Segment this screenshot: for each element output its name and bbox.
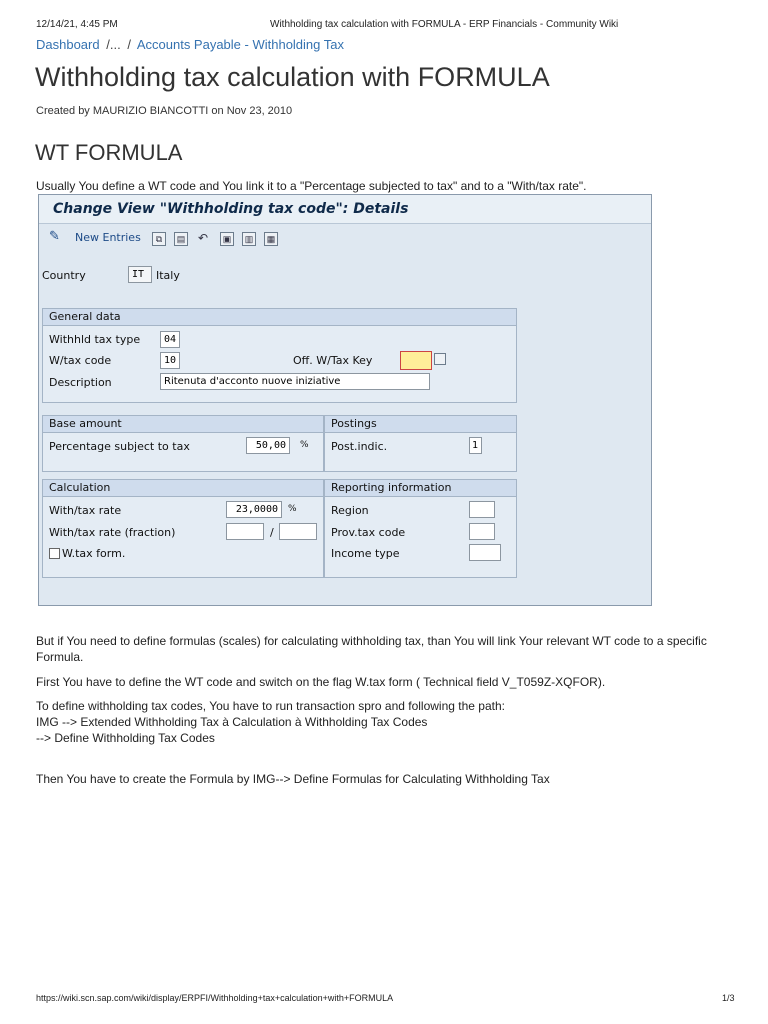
wtax-fraction-label: With/tax rate (fraction)	[49, 526, 176, 539]
print-header-title: Withholding tax calculation with FORMULA - ERP Financials - Community Wiki	[270, 19, 619, 30]
wtax-rate-unit: %	[288, 504, 297, 514]
wtax-fraction-numerator-field[interactable]	[226, 523, 264, 540]
prov-tax-code-field[interactable]	[469, 523, 495, 540]
wtax-rate-field[interactable]: 23,0000	[226, 501, 282, 518]
paragraph-create-formula: Then You have to create the Formula by IMG--> Define Formulas for Calculating Withholding Tax	[36, 772, 550, 786]
wtax-form-checkbox[interactable]	[49, 548, 60, 559]
delete-icon[interactable]: ▤	[174, 232, 188, 246]
next-entry-icon[interactable]: ▦	[264, 232, 278, 246]
wtax-code-field[interactable]: 10	[160, 352, 180, 369]
general-data-group	[42, 308, 517, 403]
wtax-code-label: W/tax code	[49, 354, 112, 367]
previous-entry-icon[interactable]: ▥	[242, 232, 256, 246]
calculation-header: Calculation	[43, 480, 323, 497]
first-entry-icon[interactable]: ▣	[220, 232, 234, 246]
footer-url: https://wiki.scn.sap.com/wiki/display/ERPFI/Withholding+tax+calculation+with+FORMULA	[36, 993, 394, 1003]
postings-header: Postings	[325, 416, 516, 433]
calculation-group	[42, 479, 324, 578]
new-entries-button[interactable]: New Entries	[75, 231, 141, 244]
pct-subject-field[interactable]: 50,00	[246, 437, 290, 454]
post-indic-label: Post.indic.	[331, 440, 388, 453]
post-indic-field[interactable]: 1	[469, 437, 482, 454]
pct-unit: %	[300, 440, 309, 450]
page-title: Withholding tax calculation with FORMULA	[35, 62, 550, 92]
wht-type-field[interactable]: 04	[160, 331, 180, 348]
prov-tax-code-label: Prov.tax code	[331, 526, 406, 539]
breadcrumb-dashboard-link[interactable]: Dashboard	[36, 37, 100, 52]
off-wtax-key-field[interactable]	[400, 351, 432, 370]
description-field[interactable]: Ritenuta d'acconto nuove iniziative	[160, 373, 430, 390]
income-type-field[interactable]	[469, 544, 501, 561]
possible-entries-icon[interactable]	[434, 353, 446, 365]
income-type-label: Income type	[331, 547, 400, 560]
breadcrumb-accounts-payable-link[interactable]: Accounts Payable - Withholding Tax	[136, 37, 344, 52]
print-header-datetime: 12/14/21, 4:45 PM	[36, 19, 118, 30]
copy-icon[interactable]: ⧉	[152, 232, 166, 246]
wtax-fraction-denominator-field[interactable]	[279, 523, 317, 540]
wtax-rate-label: With/tax rate	[49, 504, 122, 517]
postings-group	[324, 415, 517, 472]
wtax-fraction-separator: /	[270, 526, 274, 539]
sap-toolbar	[39, 225, 651, 253]
base-amount-header: Base amount	[43, 416, 323, 433]
footer-page-number: 1/3	[722, 993, 735, 1003]
paragraph-transaction-spro: To define withholding tax codes, You have to run transaction spro and following the path:	[36, 699, 505, 713]
general-data-header: General data	[43, 309, 516, 326]
region-field[interactable]	[469, 501, 495, 518]
wtax-form-label: W.tax form.	[62, 547, 126, 560]
pct-subject-label: Percentage subject to tax	[49, 440, 190, 453]
undo-icon[interactable]: ↶	[197, 231, 209, 245]
description-label: Description	[49, 376, 112, 389]
breadcrumb	[36, 37, 347, 52]
paragraph-img-path: IMG --> Extended Withholding Tax à Calculation à Withholding Tax Codes	[36, 715, 428, 729]
breadcrumb-separator: /	[127, 37, 131, 52]
intro-paragraph: Usually You define a WT code and You link it to a "Percentage subjected to tax" and to a "With/tax rate".	[36, 179, 587, 193]
created-by: Created by MAURIZIO BIANCOTTI on Nov 23, 2010	[36, 105, 293, 117]
base-amount-group	[42, 415, 324, 472]
reporting-info-group	[324, 479, 517, 578]
off-wtax-key-label: Off. W/Tax Key	[293, 354, 373, 367]
paragraph-define-wt-code: First You have to define the WT code and switch on the flag W.tax form ( Technical field V_T059Z-XQFOR).	[36, 675, 606, 689]
sap-window-title: Change View "Withholding tax code": Details	[39, 195, 651, 224]
paragraph-define-codes: --> Define Withholding Tax Codes	[36, 731, 215, 745]
breadcrumb-ellipsis[interactable]: /...	[106, 37, 121, 52]
country-name: Italy	[156, 269, 180, 282]
region-label: Region	[331, 504, 369, 517]
sap-screenshot	[38, 194, 652, 606]
country-code-field[interactable]: IT	[128, 266, 152, 283]
paragraph-formulas: But if You need to define formulas (scales) for calculating withholding tax, than You will link Your relevant WT code to a specific Formula.	[36, 634, 707, 664]
country-label: Country	[42, 269, 86, 282]
section-heading: WT FORMULA	[35, 140, 183, 165]
wht-type-label: Withhld tax type	[49, 333, 141, 346]
glasses-icon[interactable]: ✎	[49, 229, 60, 244]
reporting-info-header: Reporting information	[325, 480, 516, 497]
